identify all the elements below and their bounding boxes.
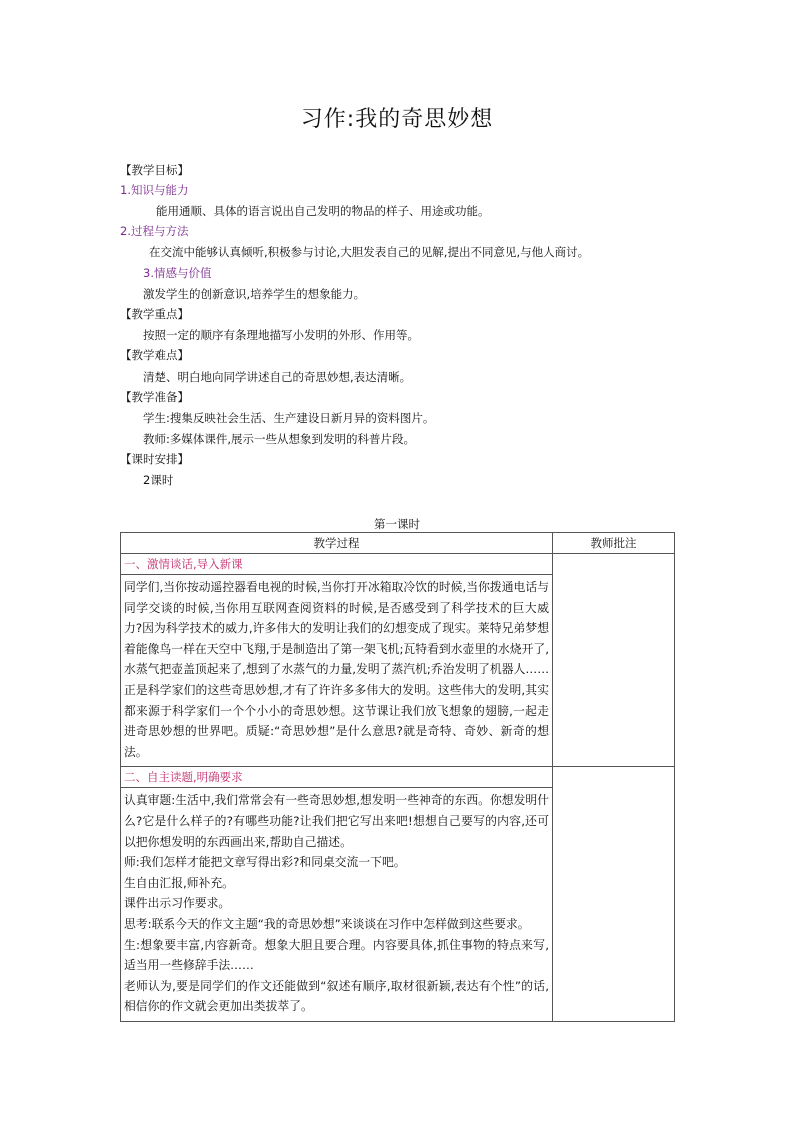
part-1-heading: 一、激情谈话,导入新课 (121, 554, 553, 575)
table-row (121, 554, 675, 575)
preparation-teacher: 教师:多媒体课件,展示一些从想象到发明的科普片段。 (143, 432, 416, 446)
goal-3-text: 激发学生的创新意识,培养学生的想象能力。 (143, 287, 366, 301)
difficulty-text: 清楚、明白地向同学讲述自己的奇思妙想,表达清晰。 (143, 370, 412, 384)
part-1-paragraph: 同学们,当你按动遥控器看电视的时候,当你打开冰箱取冷饮的时候,当你拨通电话与同学交谈的时候,当你用互联网查阅资料的时候,是否感受到了科学技术的巨大威力?因为科学技术的威力,许多伟大的发明让我们的幻想变成了现实。莱特兄弟梦想着能像鸟一样在天空中飞翔,于是制造出了第一架飞机;瓦特看到水壶里的水烧开了,水蒸气把壶盖顶起来了,想到了水蒸气的力量,发明了蒸汽机;乔治发明了机器人……正是科学家们的这些奇思妙想,才有了许许多多伟大的发明。这些伟大的发明,其实都来源于科学家们一个个小小的奇思妙想。这节课让我们放飞想象的翅膀,一起走进奇思妙想的世界吧。质疑:“奇思妙想”是什么意思?就是奇特、奇妙、新奇的想法。 (124, 580, 549, 759)
part-2-paragraph: 师:我们怎样才能把文章写得出彩?和同桌交流一下吧。 (124, 855, 406, 870)
part-2-paragraph: 老师认为,要是同学们的作文还能做到“叙述有顺序,取材很新颖,表达有个性”的话,相信你的作文就会更加出类拔萃了。 (124, 978, 549, 1014)
schedule-text: 2课时 (143, 473, 174, 487)
key-points-text: 按照一定的顺序有条理地描写小发明的外形、作用等。 (143, 328, 419, 342)
part-2-paragraph: 课件出示习作要求。 (124, 896, 231, 911)
course-title: 第一课时 (374, 517, 420, 531)
part-2-heading: 二、自主读题,明确要求 (121, 767, 553, 788)
goal-2-heading: 2.过程与方法 (120, 224, 189, 238)
part-2-paragraph: 生:想象要丰富,内容新奇。想象大胆且要合理。内容要具体,抓住事物的特点来写,适当用一些修辞手法…… (124, 937, 549, 973)
teaching-goals-heading: 【教学目标】 (120, 163, 189, 177)
column-header-process: 教学过程 (121, 533, 553, 554)
difficulty-heading: 【教学难点】 (120, 348, 189, 362)
part-2-paragraph: 生自由汇报,师补充。 (124, 875, 234, 890)
notes-cell-1 (553, 554, 675, 767)
part-2-paragraph: 思考:联系今天的作文主题“我的奇思妙想”来谈谈在习作中怎样做到这些要求。 (124, 916, 530, 931)
preparation-student: 学生:搜集反映社会生活、生产建设日新月异的资料图片。 (143, 411, 435, 425)
schedule-heading: 【课时安排】 (120, 452, 189, 466)
preparation-heading: 【教学准备】 (120, 390, 189, 404)
goal-1-heading: 1.知识与能力 (120, 183, 189, 197)
lesson-table (120, 532, 675, 1022)
column-header-notes: 教师批注 (553, 533, 675, 554)
goal-1-text: 能用通顺、具体的语言说出自己发明的物品的样子、用途或功能。 (156, 204, 490, 218)
page-title: 习作:我的奇思妙想 (300, 107, 494, 132)
table-header-row (121, 533, 675, 554)
part-2-paragraph: 认真审题:生活中,我们常常会有一些奇思妙想,想发明一些神奇的东西。你想发明什么?它是什么样子的?有哪些功能?让我们把它写出来吧!想想自己要写的内容,还可以把你想发明的东西画出来,帮助自己描述。 (124, 793, 549, 849)
goal-3-heading: 3.情感与价值 (143, 266, 212, 280)
part-2-body (121, 788, 553, 1022)
key-points-heading: 【教学重点】 (120, 307, 189, 321)
notes-cell-2 (553, 767, 675, 1022)
part-1-body (121, 575, 553, 767)
table-row (121, 767, 675, 788)
goal-2-text: 在交流中能够认真倾听,积极参与讨论,大胆发表自己的见解,提出不同意见,与他人商讨。 (149, 245, 590, 259)
